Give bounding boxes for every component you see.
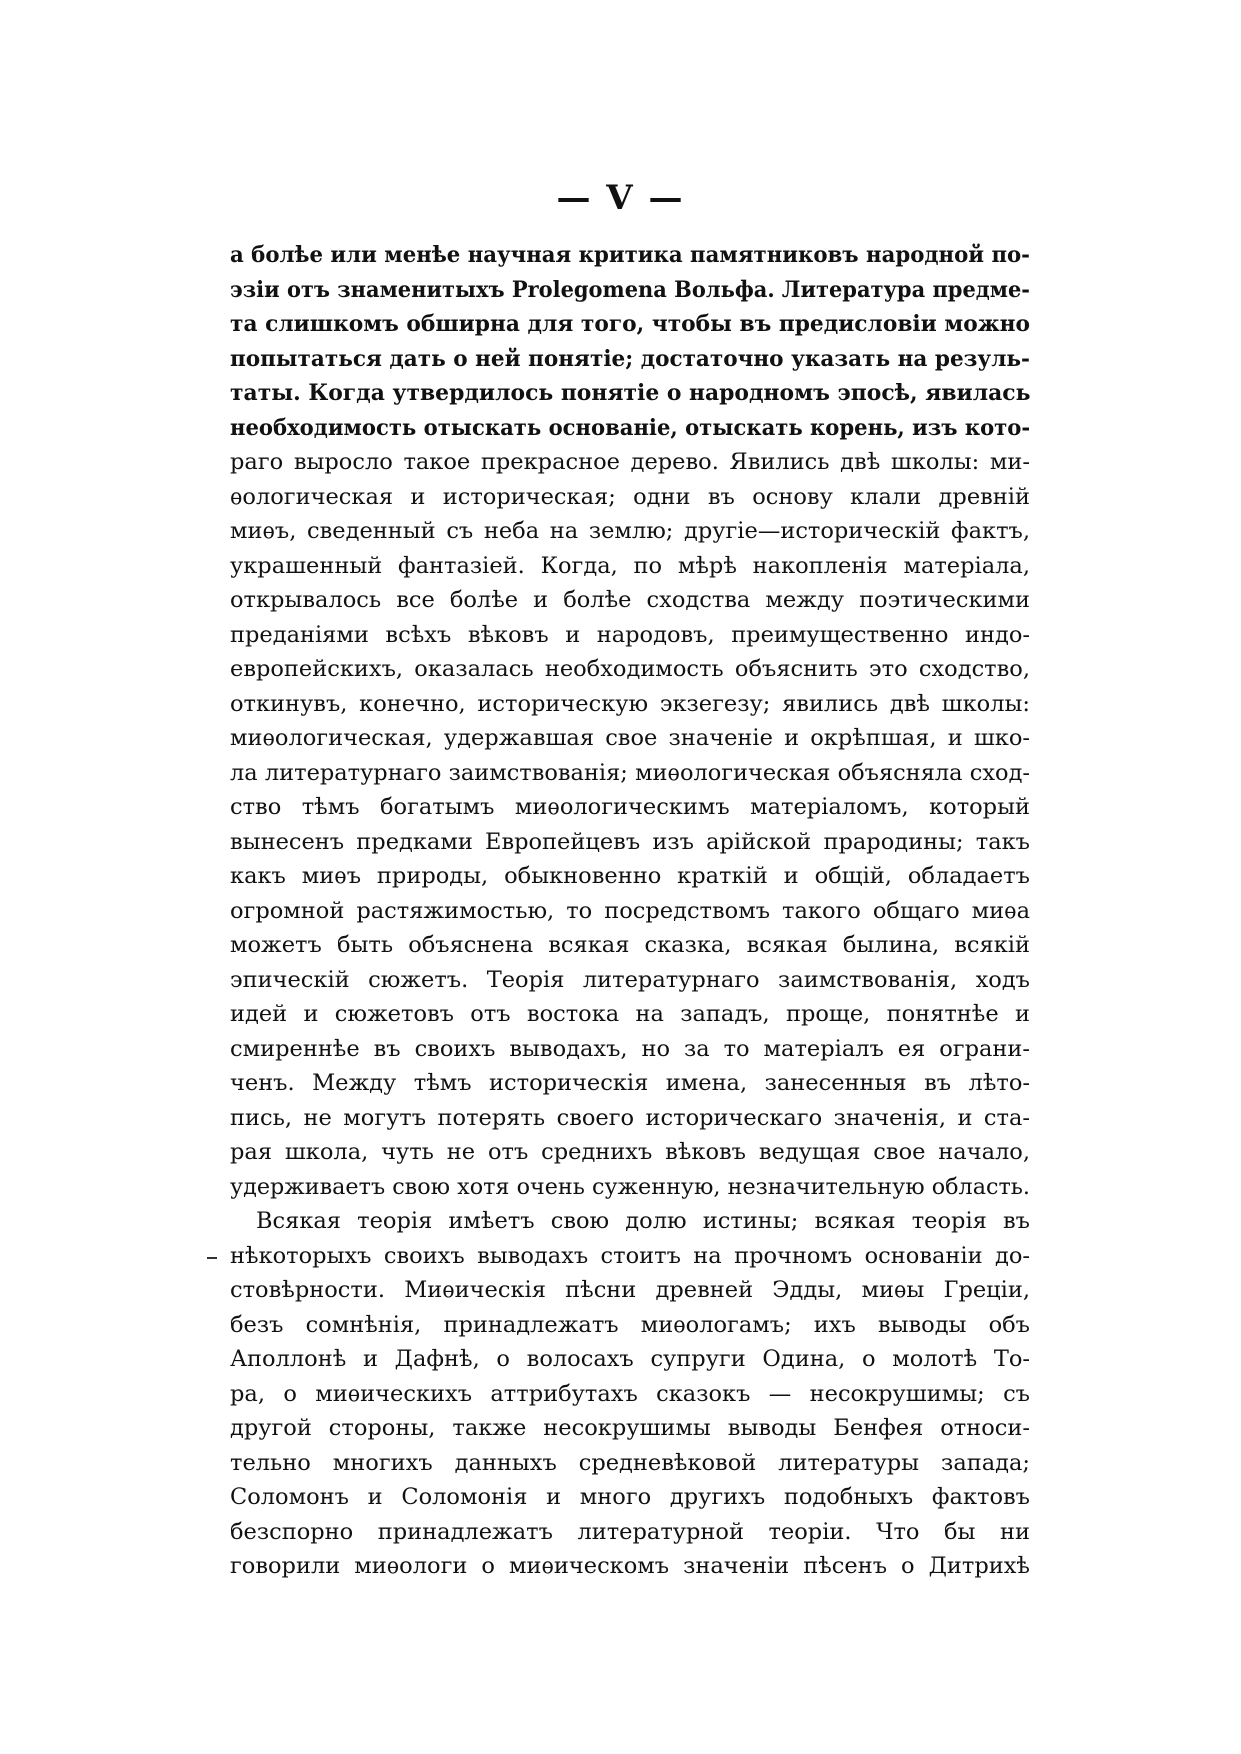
text-line: европейскихъ, оказалась необходимость объяснить это сходство, <box>230 656 1030 682</box>
text-line: идей и сюжетовъ отъ востока на западъ, проще, понятнѣе и <box>230 1001 1030 1027</box>
text-line: нѣкоторыхъ своихъ выводахъ стоитъ на прочномъ основаніи до- <box>230 1242 1030 1269</box>
text-line: другой стороны, также несокрушимы выводы Бенфея относи- <box>230 1415 1030 1441</box>
text-line: ѳологическая и историческая; одни въ основу клали древній <box>230 483 1030 510</box>
text-line: открывалось все болѣе и болѣе сходства между поэтическими <box>230 587 1030 613</box>
text-line: можетъ быть объяснена всякая сказка, всякая былина, всякій <box>230 932 1030 958</box>
text-line: смиреннѣе въ своихъ выводахъ, но за то матеріалъ ея ограни- <box>230 1035 1030 1062</box>
text-line: ство тѣмъ богатымъ миѳологическимъ матеріаломъ, который <box>230 794 1030 820</box>
text-line: эзіи отъ знаменитыхъ Prolegomena Вольфа. Литература предме- <box>230 276 1030 303</box>
page-number: — V — <box>556 178 685 218</box>
text-line: огромной растяжимостью, то посредствомъ такого общаго миѳа <box>230 897 1030 924</box>
text-line: Соломонъ и Соломонія и много другихъ подобныхъ фактовъ <box>230 1484 1030 1510</box>
text-line: ченъ. Между тѣмъ историческія имена, занесенныя въ лѣто- <box>230 1070 1030 1096</box>
text-line: миѳологическая, удержавшая свое значеніе и окрѣпшая, и шко- <box>230 725 1030 751</box>
text-line: украшенный фантазіей. Когда, по мѣрѣ накопленія матеріала, <box>230 552 1030 579</box>
text-line: тельно многихъ данныхъ средневѣковой литературы запада; <box>230 1449 1030 1476</box>
text-line: удерживаетъ свою хотя очень суженную, незначительную область. <box>230 1173 1030 1200</box>
text-line: миѳъ, сведенный съ неба на землю; другіе—историческій фактъ, <box>230 518 1030 544</box>
text-line: стовѣрности. Миѳическія пѣсни древней Эдды, миѳы Греціи, <box>230 1277 1030 1303</box>
text-line: та слишкомъ обширна для того, чтобы въ предисловіи можно <box>230 311 1030 337</box>
text-line: раго выросло такое прекрасное дерево. Явились двѣ школы: ми- <box>230 449 1030 475</box>
text-line: преданіями всѣхъ вѣковъ и народовъ, преимущественно индо- <box>230 621 1030 648</box>
text-line: откинувъ, конечно, историческую экзегезу; явились двѣ школы: <box>230 690 1030 717</box>
paragraph-2 <box>230 1204 1030 1584</box>
text-line: вынесенъ предками Европейцевъ изъ арійской прародины; такъ <box>230 828 1030 855</box>
text-line: какъ миѳъ природы, обыкновенно краткій и общій, обладаетъ <box>230 863 1030 889</box>
text-line: ра, о миѳическихъ аттрибутахъ сказокъ — несокрушимы; съ <box>230 1380 1030 1407</box>
text-line: Аполлонѣ и Дафнѣ, о волосахъ супруги Одина, о молотѣ То- <box>230 1346 1030 1372</box>
body-text <box>230 238 1030 1584</box>
text-line: рая школа, чуть не отъ среднихъ вѣковъ ведущая свое начало, <box>230 1139 1030 1165</box>
text-line: попытаться дать о ней понятіе; достаточно указать на резуль- <box>230 345 1030 372</box>
text-line: а болѣе или менѣе научная критика памятниковъ народной по- <box>230 242 1030 268</box>
text-line: необходимость отыскать основаніе, отыскать корень, изъ кото- <box>230 414 1031 441</box>
text-line: безспорно принадлежатъ литературной теоріи. Что бы ни <box>230 1518 1030 1545</box>
paragraph-1 <box>230 238 1030 1204</box>
text-line: ла литературнаго заимствованія; миѳологическая объясняла сход- <box>230 759 1030 786</box>
text-line: Всякая теорія имѣетъ свою долю истины; всякая теорія въ <box>256 1208 1030 1234</box>
text-line: эпическій сюжетъ. Теорія литературнаго заимствованія, ходъ <box>230 966 1030 993</box>
text-line: таты. Когда утвердилось понятіе о народномъ эпосѣ, явилась <box>230 380 1031 406</box>
margin-dash-mark <box>207 1257 217 1259</box>
text-line: говорили миѳологи о миѳическомъ значеніи пѣсенъ о Дитрихѣ <box>230 1553 1030 1579</box>
text-line: пись, не могутъ потерять своего историческаго значенія, и ста- <box>230 1104 1030 1131</box>
text-line: безъ сомнѣнія, принадлежатъ миѳологамъ; ихъ выводы объ <box>230 1311 1030 1338</box>
